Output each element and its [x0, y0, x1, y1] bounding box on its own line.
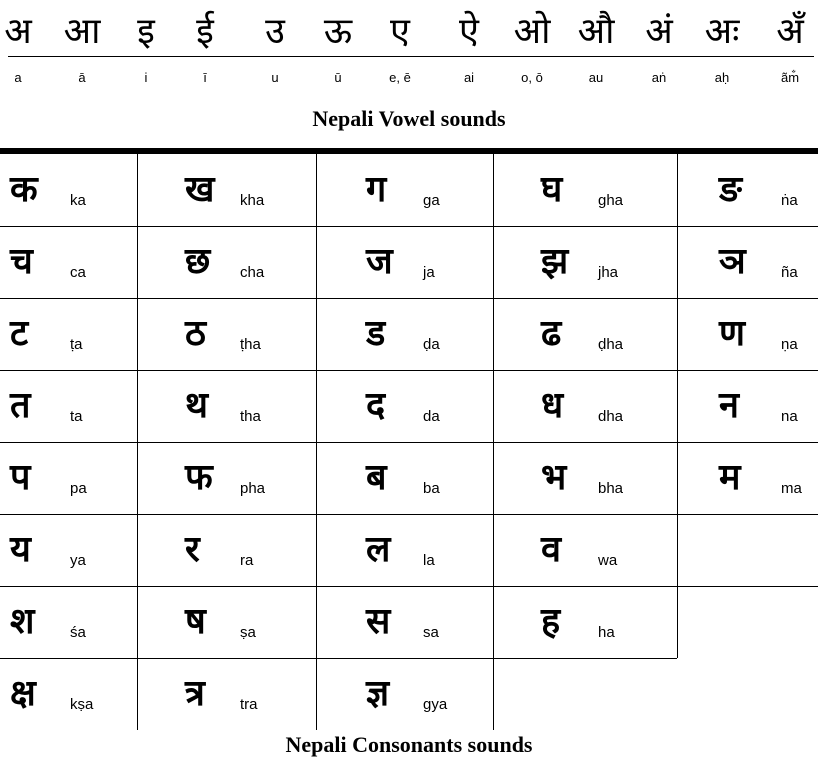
grid-row-line: [0, 514, 818, 515]
consonant-cell: [0, 442, 137, 514]
consonant-transliteration: tra: [240, 696, 258, 713]
consonant-cell: [0, 586, 137, 658]
consonant-transliteration: jha: [598, 264, 619, 281]
consonant-cell: [493, 154, 677, 226]
consonant-cell: [137, 658, 316, 730]
grid-column-line: [677, 154, 678, 658]
vowel-letter: उ: [265, 11, 285, 52]
vowel-letter: ओ: [513, 11, 551, 52]
consonant-letter: ढ: [541, 313, 562, 354]
consonant-cell: [677, 298, 818, 370]
vowel-row: [0, 8, 818, 88]
consonant-letter: फ: [185, 457, 213, 498]
consonant-cell: [137, 514, 316, 586]
consonant-cell: [137, 586, 316, 658]
consonant-transliteration: ha: [598, 624, 615, 641]
grid-row-line: [0, 658, 677, 659]
consonant-letter: छ: [185, 241, 211, 282]
vowel-cell: [500, 8, 564, 88]
consonant-cell: [137, 154, 316, 226]
vowel-transliteration: u: [271, 70, 279, 85]
vowel-letter: अं: [645, 11, 673, 52]
consonant-letter: ञ: [719, 241, 746, 282]
vowel-transliteration: i: [144, 70, 148, 85]
consonant-chart: [0, 154, 818, 729]
consonant-transliteration: ṣa: [240, 624, 256, 641]
consonant-cell: [316, 658, 493, 730]
consonant-cell: [316, 154, 493, 226]
vowel-cell: [368, 8, 432, 88]
grid-column-line: [137, 154, 138, 730]
consonant-letter: ष: [185, 601, 206, 642]
vowel-cell: [243, 8, 307, 88]
consonant-cell: [137, 226, 316, 298]
consonant-letter: य: [10, 529, 31, 570]
vowel-transliteration: o, ō: [521, 70, 543, 85]
consonant-cell: [493, 298, 677, 370]
consonant-transliteration: gya: [423, 696, 448, 713]
consonant-cell: [0, 226, 137, 298]
consonant-transliteration: cha: [240, 264, 265, 281]
consonant-cell: [316, 586, 493, 658]
consonant-letter: स: [366, 601, 391, 642]
consonant-cell: [137, 442, 316, 514]
consonant-transliteration: kha: [240, 192, 265, 209]
consonant-cell: [493, 226, 677, 298]
consonant-transliteration: pha: [240, 480, 266, 497]
consonant-cell: [316, 226, 493, 298]
vowel-cell: [0, 8, 50, 88]
vowel-transliteration: ā: [78, 70, 86, 85]
vowel-letter: अँ: [776, 11, 804, 52]
consonant-cell: [137, 298, 316, 370]
consonant-transliteration: pa: [70, 480, 87, 497]
consonant-cell: [493, 442, 677, 514]
consonant-transliteration: da: [423, 408, 440, 425]
consonant-transliteration: ka: [70, 192, 86, 209]
consonant-transliteration: ca: [70, 264, 86, 281]
consonant-transliteration: ta: [70, 408, 83, 425]
vowel-letter: औ: [577, 11, 615, 52]
consonant-letter: घ: [541, 169, 563, 210]
vowel-cell: [50, 8, 114, 88]
vowel-transliteration: ãm̐: [780, 70, 800, 85]
consonant-cell: [677, 226, 818, 298]
consonant-cell: [493, 514, 677, 586]
consonant-transliteration: gha: [598, 192, 624, 209]
consonant-letter: ङ: [719, 169, 742, 210]
consonant-transliteration: ya: [70, 552, 86, 569]
consonant-letter: ध: [541, 385, 564, 426]
vowel-transliteration: ī: [203, 70, 207, 85]
consonant-letter: प: [10, 457, 31, 498]
consonant-cell: [493, 370, 677, 442]
consonant-transliteration: ṭa: [70, 336, 83, 353]
consonant-letter: त्र: [185, 673, 205, 714]
vowel-cell: [306, 8, 370, 88]
vowel-transliteration: ai: [463, 70, 475, 85]
consonant-letter: न: [719, 385, 739, 426]
consonant-letter: ट: [10, 313, 29, 354]
vowel-transliteration: e, ē: [389, 70, 411, 85]
consonant-cell: [677, 154, 818, 226]
consonant-cell: [316, 442, 493, 514]
vowel-transliteration: au: [588, 70, 604, 85]
consonant-transliteration: tha: [240, 408, 261, 425]
consonant-letter: क: [10, 169, 38, 210]
consonant-letter: ब: [366, 457, 387, 498]
grid-row-line: [0, 442, 818, 443]
vowel-transliteration: ū: [334, 70, 342, 85]
consonant-letter: ल: [366, 529, 391, 570]
grid-column-line: [493, 154, 494, 730]
consonant-transliteration: ga: [423, 192, 440, 209]
consonants-caption: Nepali Consonants sounds: [285, 732, 533, 757]
consonant-cell: [0, 658, 137, 730]
consonant-transliteration: ṇa: [781, 336, 798, 353]
consonant-letter: व: [541, 529, 562, 570]
consonant-transliteration: la: [423, 552, 435, 569]
consonant-letter: श: [10, 601, 35, 642]
consonant-cell: [316, 370, 493, 442]
grid-row-line: [0, 370, 818, 371]
consonant-letter: ण: [719, 313, 746, 354]
consonant-transliteration: ja: [423, 264, 435, 281]
consonant-transliteration: bha: [598, 480, 624, 497]
vowels-caption: Nepali Vowel sounds: [312, 106, 506, 131]
vowel-cell: [437, 8, 501, 88]
vowel-cell: [173, 8, 237, 88]
vowel-transliteration: aḥ: [714, 70, 730, 85]
vowel-letter: ए: [390, 11, 410, 52]
consonant-cell: [677, 442, 818, 514]
consonant-letter: म: [719, 457, 741, 498]
consonant-transliteration: wa: [598, 552, 618, 569]
consonant-letter: भ: [541, 457, 567, 498]
grid-row-line: [0, 226, 818, 227]
vowel-transliteration: aṅ: [651, 70, 667, 85]
consonant-transliteration: ra: [240, 552, 254, 569]
grid-row-line: [0, 586, 818, 587]
consonant-transliteration: na: [781, 408, 798, 425]
consonant-letter: थ: [185, 385, 209, 426]
vowel-letter: ऊ: [323, 11, 353, 52]
vowel-cell: [690, 8, 754, 88]
vowel-cell: [114, 8, 178, 88]
consonant-letter: ड: [366, 313, 386, 354]
consonant-transliteration: ṅa: [781, 192, 798, 209]
consonant-letter: ख: [185, 169, 215, 210]
consonant-letter: ग: [366, 169, 387, 210]
consonant-letter: द: [366, 385, 386, 426]
consonant-letter: ज: [366, 241, 393, 282]
vowel-cell: [564, 8, 628, 88]
vowel-letter: ई: [196, 11, 214, 52]
consonant-letter: ह: [541, 601, 561, 642]
consonant-cell: [0, 298, 137, 370]
consonant-letter: क्ष: [10, 673, 36, 714]
consonant-letter: झ: [541, 241, 569, 282]
consonant-letter: ज्ञ: [366, 673, 390, 714]
consonant-letter: त: [10, 385, 31, 426]
vowel-letter: अ: [4, 11, 32, 52]
vowel-letter: आ: [63, 11, 101, 52]
consonant-transliteration: ḍha: [598, 336, 624, 353]
vowel-transliteration: a: [14, 70, 22, 85]
consonant-transliteration: kṣa: [70, 696, 94, 713]
vowel-letter: इ: [137, 11, 155, 52]
vowel-letter: अः: [704, 11, 740, 52]
vowel-cell: [627, 8, 691, 88]
consonant-transliteration: dha: [598, 408, 624, 425]
consonant-cell: [316, 298, 493, 370]
consonant-letter: र: [185, 529, 200, 570]
consonant-transliteration: ṭha: [240, 336, 261, 353]
consonant-transliteration: ma: [781, 480, 802, 497]
vowel-cell: [758, 8, 818, 88]
consonant-letter: ठ: [185, 313, 206, 354]
consonant-cell: [137, 370, 316, 442]
consonant-cell: [0, 370, 137, 442]
consonant-transliteration: ña: [781, 264, 798, 281]
consonant-cell: [677, 370, 818, 442]
consonant-cell: [316, 514, 493, 586]
consonant-transliteration: sa: [423, 624, 439, 641]
consonant-letter: च: [10, 241, 33, 282]
grid-column-line: [316, 154, 317, 730]
consonant-transliteration: ba: [423, 480, 440, 497]
consonant-cell: [0, 514, 137, 586]
grid-row-line: [0, 298, 818, 299]
consonant-transliteration: śa: [70, 624, 86, 641]
vowel-letter: ऐ: [459, 11, 479, 52]
consonant-cell: [0, 154, 137, 226]
consonant-transliteration: ḍa: [423, 336, 440, 353]
consonant-cell: [493, 586, 677, 658]
